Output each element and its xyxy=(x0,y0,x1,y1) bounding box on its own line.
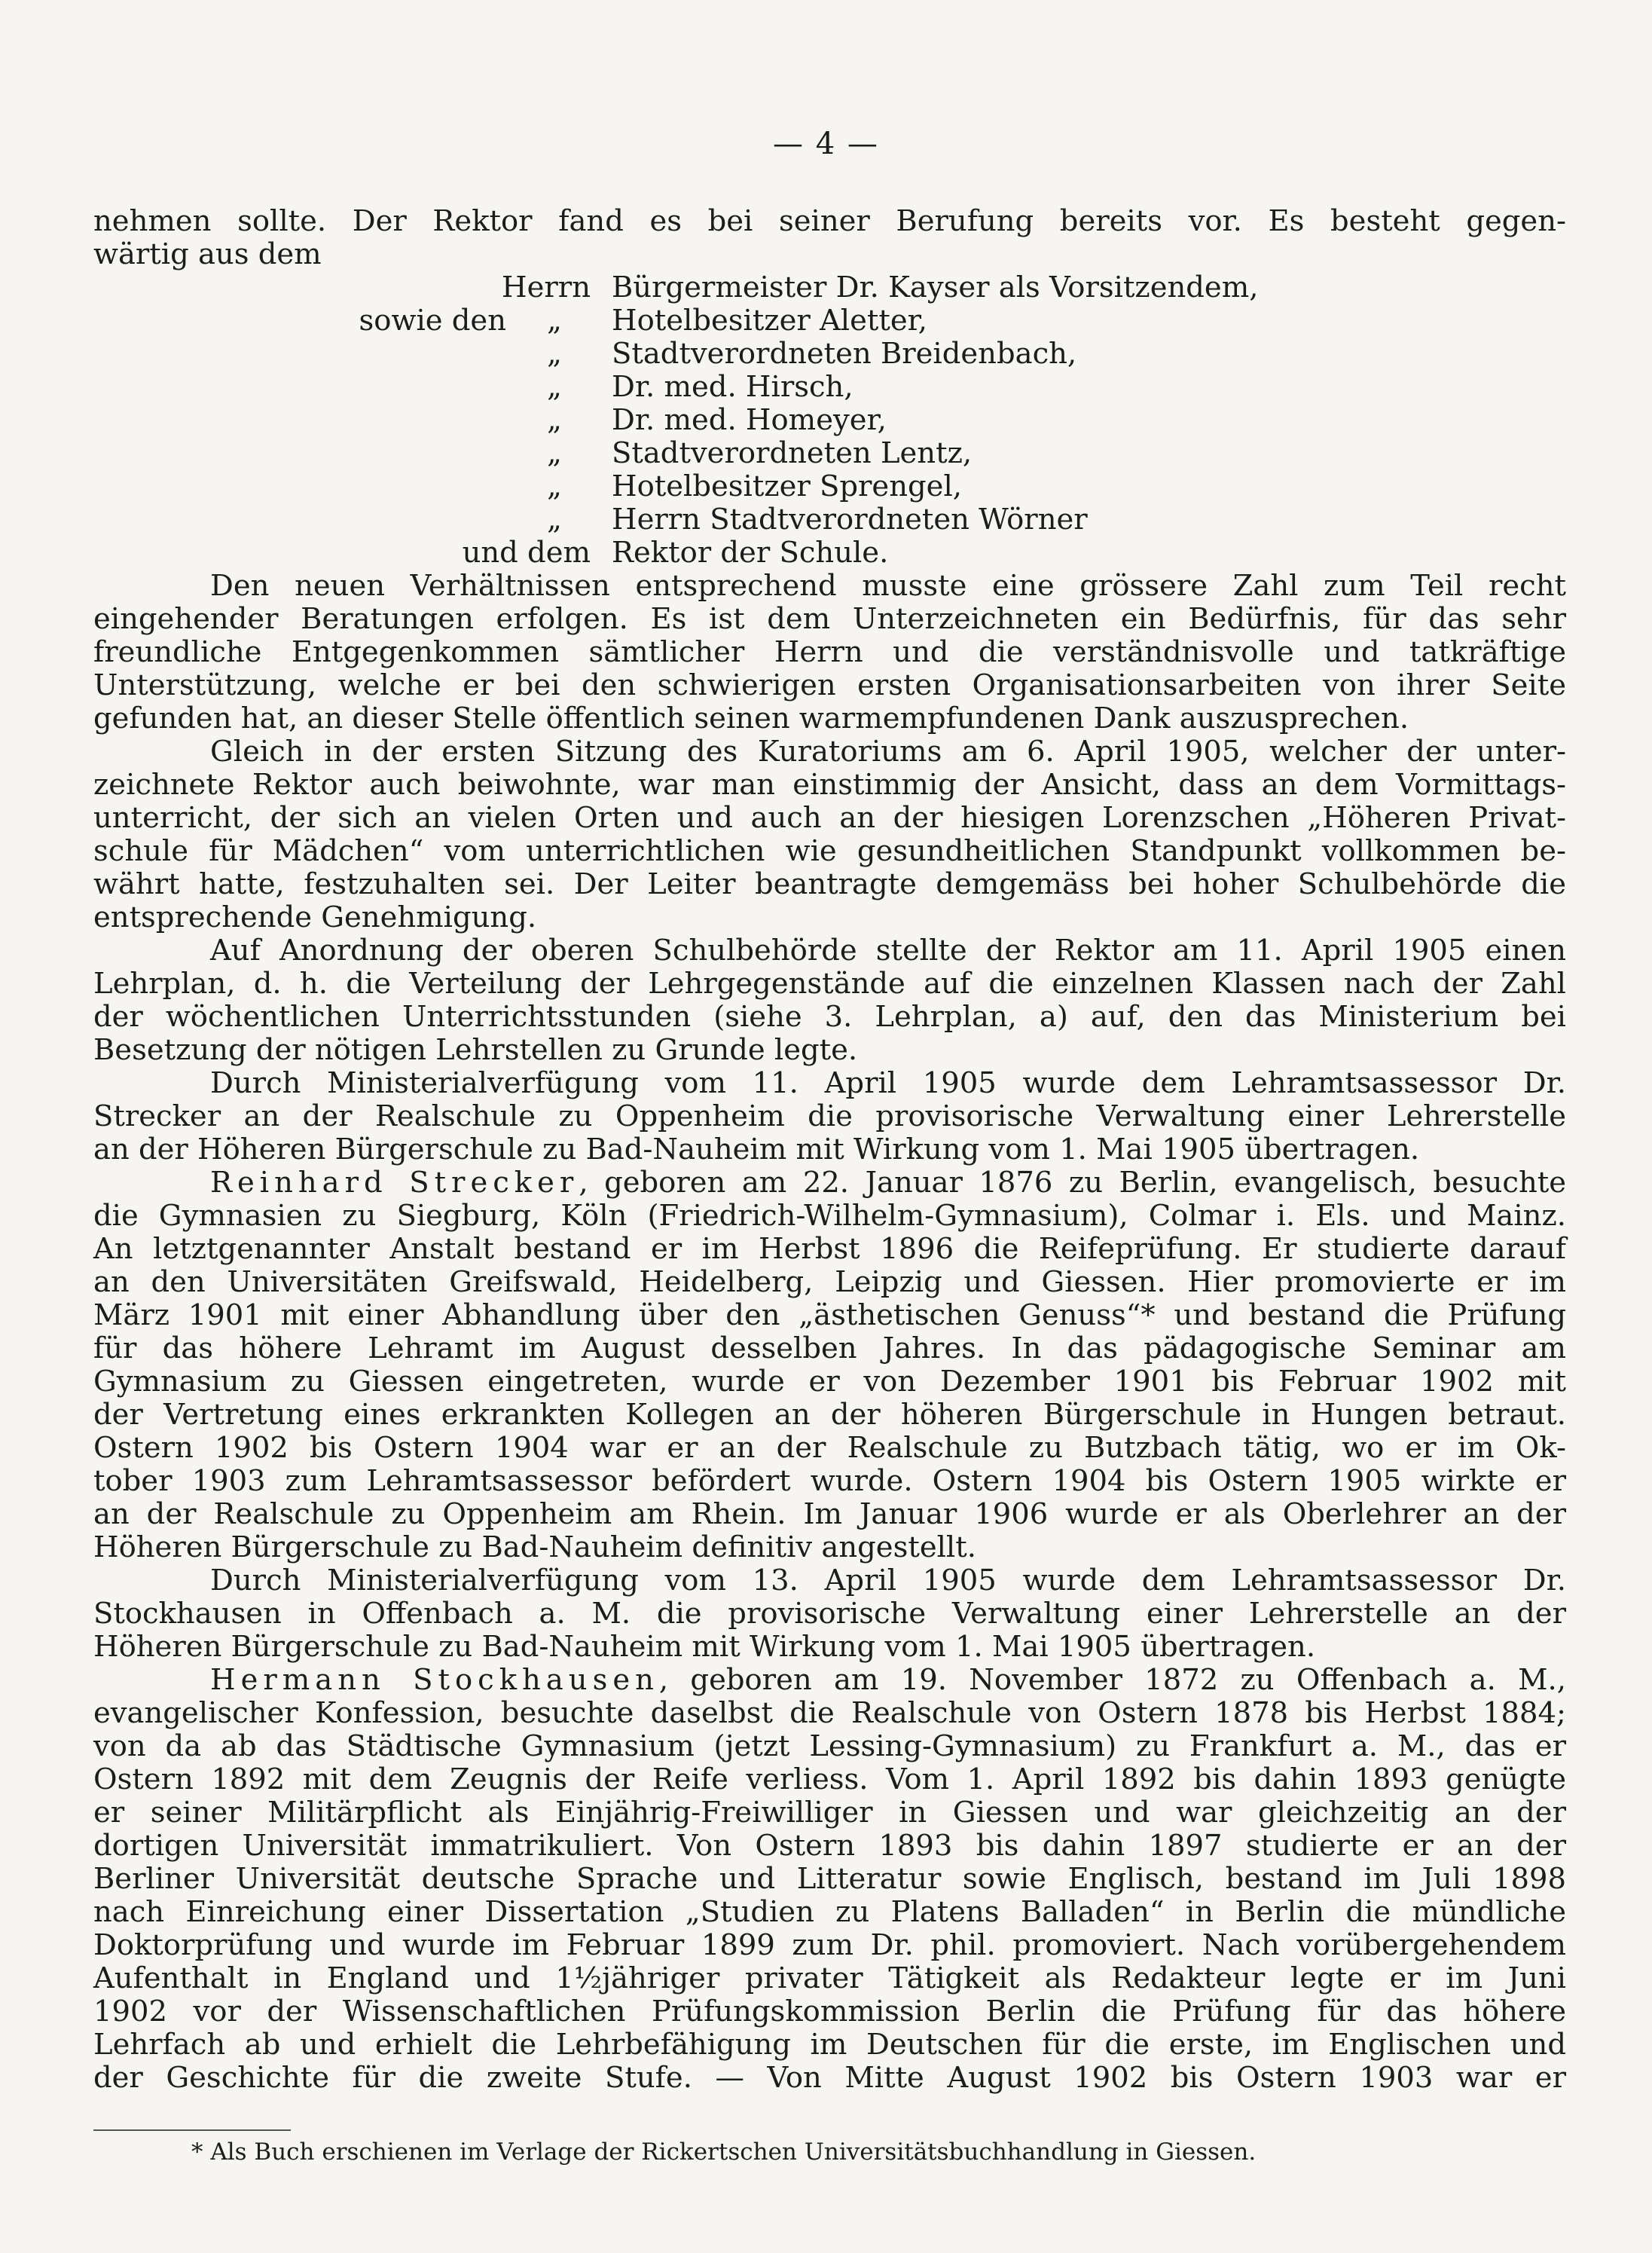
member-row xyxy=(93,537,1566,570)
text-line: Lehrfach ab und erhielt die Lehrbefähigung im Deutschen für die erste, im Englischen und xyxy=(93,2028,1566,2062)
text-line: währt hatte, festzuhalten sei. Der Leiter beantragte demgemäss bei hoher Schulbehörde die xyxy=(93,867,1566,901)
text-line: zeichnete Rektor auch beiwohnte, war man einstimmig der Ansicht, dass an dem Vormittags- xyxy=(93,768,1566,802)
text-line: Besetzung der nötigen Lehrstellen zu Grunde legte. xyxy=(93,1033,858,1067)
text-line: freundliche Entgegenkommen sämtlicher Herrn und die verständnisvolle und tatkräftige xyxy=(93,635,1566,669)
text-line: an der Realschule zu Oppenheim am Rhein. Im Januar 1906 wurde er als Oberlehrer an der xyxy=(93,1497,1566,1531)
member-row xyxy=(93,271,1566,304)
text-line: evangelischer Konfession, besuchte daselbst die Realschule von Ostern 1878 bis Herbst 1884; xyxy=(93,1696,1566,1730)
member-row xyxy=(93,503,1566,537)
ditto-mark: „ xyxy=(547,469,562,503)
ditto-mark: „ xyxy=(547,304,562,338)
text-line: Strecker an der Realschule zu Oppenheim die provisorische Verwaltung einer Lehrerstelle xyxy=(93,1099,1566,1133)
member-name: Stadtverordneten Breidenbach, xyxy=(612,337,1077,371)
text-line: Ostern 1902 bis Ostern 1904 war er an der Realschule zu Butzbach tätig, wo er im Ok- xyxy=(93,1431,1566,1465)
page-number: — 4 — xyxy=(773,127,879,161)
member-name: Herrn Stadtverordneten Wörner xyxy=(612,503,1088,537)
text-line xyxy=(93,1664,1566,1697)
member-name: Hotelbesitzer Sprengel, xyxy=(612,469,962,503)
text-line: Gymnasium zu Giessen eingetreten, wurde er von Dezember 1901 bis Februar 1902 mit xyxy=(93,1365,1566,1399)
ditto-mark: „ xyxy=(547,337,562,371)
text-line: An letztgenannter Anstalt bestand er im Herbst 1896 die Reifeprüfung. Er studierte darauf xyxy=(93,1232,1566,1266)
text-line: Durch Ministerialverfügung vom 13. April 1905 wurde dem Lehramtsassessor Dr. xyxy=(210,1564,1566,1597)
member-name: Dr. med. Homeyer, xyxy=(612,403,887,437)
text-line: er seiner Militärpflicht als Einjährig-Freiwilliger in Giessen und war gleichzeitig an der xyxy=(93,1796,1566,1830)
text-line: Auf Anordnung der oberen Schulbehörde stellte der Rektor am 11. April 1905 einen xyxy=(210,934,1566,968)
text-line: Höheren Bürgerschule zu Bad-Nauheim definitiv angestellt. xyxy=(93,1530,976,1564)
text-line: Unterstützung, welche er bei den schwierigen ersten Organisationsarbeiten von ihrer Seite xyxy=(93,668,1566,702)
line-text: , geboren am 19. November 1872 zu Offenbach a. M., xyxy=(658,1663,1566,1697)
member-prefix: und dem xyxy=(462,536,591,570)
text-line: unterricht, der sich an vielen Orten und auch an der hiesigen Lorenzschen „Höheren Privat- xyxy=(93,801,1566,835)
text-line: der Vertretung eines erkrankten Kollegen an der höheren Bürgerschule in Hungen betraut. xyxy=(93,1398,1566,1432)
text-line: die Gymnasien zu Siegburg, Köln (Friedrich-Wilhelm-Gymnasium), Colmar i. Els. und Mainz. xyxy=(93,1199,1566,1233)
text-line: der Geschichte für die zweite Stufe. — Von Mitte August 1902 bis Ostern 1903 war er xyxy=(93,2061,1566,2095)
footnote: * Als Buch erschienen im Verlage der Rickertschen Universitätsbuchhandlung in Giessen. xyxy=(191,2138,1257,2166)
text-line: dortigen Universität immatrikuliert. Von Ostern 1893 bis dahin 1897 studierte er an der xyxy=(93,1829,1566,1863)
text-line: eingehender Beratungen erfolgen. Es ist dem Unterzeichneten ein Bedürfnis, für das sehr xyxy=(93,602,1566,636)
text-line: Lehrplan, d. h. die Verteilung der Lehrgegenstände auf die einzelnen Klassen nach der Zahl xyxy=(93,967,1566,1001)
member-prefix: Herrn xyxy=(502,271,591,304)
text-line xyxy=(93,1166,1566,1200)
text-line: schule für Mädchen“ vom unterrichtlichen wie gesundheitlichen Standpunkt vollkommen be- xyxy=(93,834,1566,868)
text-line: Aufenthalt in England und 1½jähriger privater Tätigkeit als Redakteur legte er im Juni xyxy=(93,1961,1566,1995)
member-row xyxy=(93,338,1566,371)
text-line: an der Höheren Bürgerschule zu Bad-Nauheim mit Wirkung vom 1. Mai 1905 übertragen. xyxy=(93,1133,1420,1166)
member-name: Bürgermeister Dr. Kayser als Vorsitzendem, xyxy=(612,271,1259,304)
ditto-mark: „ xyxy=(547,436,562,470)
body-text xyxy=(93,205,1566,2095)
text-line: Stockhausen in Offenbach a. M. die provisorische Verwaltung einer Lehrerstelle an der xyxy=(93,1597,1566,1631)
text-line: 1902 vor der Wissenschaftlichen Prüfungskommission Berlin die Prüfung für das höhere xyxy=(93,1995,1566,2028)
ditto-mark: „ xyxy=(547,503,562,537)
member-row xyxy=(93,470,1566,503)
text-line: tober 1903 zum Lehramtsassessor befördert wurde. Ostern 1904 bis Ostern 1905 wirkte er xyxy=(93,1464,1566,1498)
text-line: an den Universitäten Greifswald, Heidelberg, Leipzig und Giessen. Hier promovierte er im xyxy=(93,1265,1566,1299)
member-row xyxy=(93,404,1566,437)
kuratorium-member-list xyxy=(93,271,1566,570)
ditto-mark: „ xyxy=(547,403,562,437)
text-line: Höheren Bürgerschule zu Bad-Nauheim mit Wirkung vom 1. Mai 1905 übertragen. xyxy=(93,1630,1316,1664)
member-row xyxy=(93,304,1566,338)
text-line: für das höhere Lehramt im August desselben Jahres. In das pädagogische Seminar am xyxy=(93,1331,1566,1365)
text-line: Den neuen Verhältnissen entsprechend musste eine grössere Zahl zum Teil recht xyxy=(210,569,1566,603)
paragraphs xyxy=(93,570,1566,2095)
member-row xyxy=(93,371,1566,404)
text-line: März 1901 mit einer Abhandlung über den „ästhetischen Genuss“* und bestand die Prüfung xyxy=(93,1298,1566,1332)
member-name: Stadtverordneten Lentz, xyxy=(612,436,973,470)
text-line: entsprechende Genehmigung. xyxy=(93,900,537,934)
ditto-mark: „ xyxy=(547,370,562,404)
person-name: Reinhard Strecker xyxy=(210,1166,579,1200)
footnote-divider xyxy=(93,2129,291,2131)
person-name: Hermann Stockhausen xyxy=(210,1663,659,1697)
line-text: , geboren am 22. Januar 1876 zu Berlin, evangelisch, besuchte xyxy=(579,1166,1566,1200)
text-line: nehmen sollte. Der Rektor fand es bei seiner Berufung bereits vor. Es besteht gegen- xyxy=(93,204,1566,238)
text-line: Doktorprüfung und wurde im Februar 1899 zum Dr. phil. promoviert. Nach vorübergehendem xyxy=(93,1928,1566,1962)
text-line: nach Einreichung einer Dissertation „Studien zu Platens Balladen“ in Berlin die mündliche xyxy=(93,1895,1566,1929)
member-name: Rektor der Schule. xyxy=(612,536,889,570)
text-line: Durch Ministerialverfügung vom 11. April 1905 wurde dem Lehramtsassessor Dr. xyxy=(210,1066,1566,1100)
text-line: Ostern 1892 mit dem Zeugnis der Reife verliess. Vom 1. April 1892 bis dahin 1893 genügte xyxy=(93,1762,1566,1796)
member-name: Hotelbesitzer Aletter, xyxy=(612,304,928,338)
member-prefix: sowie den xyxy=(359,304,506,338)
text-line: wärtig aus dem xyxy=(93,237,322,271)
text-line: von da ab das Städtische Gymnasium (jetzt Lessing-Gymnasium) zu Frankfurt a. M., das er xyxy=(93,1729,1566,1763)
text-line: Berliner Universität deutsche Sprache und Litteratur sowie Englisch, bestand im Juli 1898 xyxy=(93,1862,1566,1896)
text-line: Gleich in der ersten Sitzung des Kuratoriums am 6. April 1905, welcher der unter- xyxy=(210,735,1566,769)
text-line: der wöchentlichen Unterrichtsstunden (siehe 3. Lehrplan, a) auf, den das Ministerium bei xyxy=(93,1000,1566,1034)
text-line: gefunden hat, an dieser Stelle öffentlich seinen warmempfundenen Dank auszusprechen. xyxy=(93,702,1409,735)
member-row xyxy=(93,437,1566,470)
member-name: Dr. med. Hirsch, xyxy=(612,370,853,404)
